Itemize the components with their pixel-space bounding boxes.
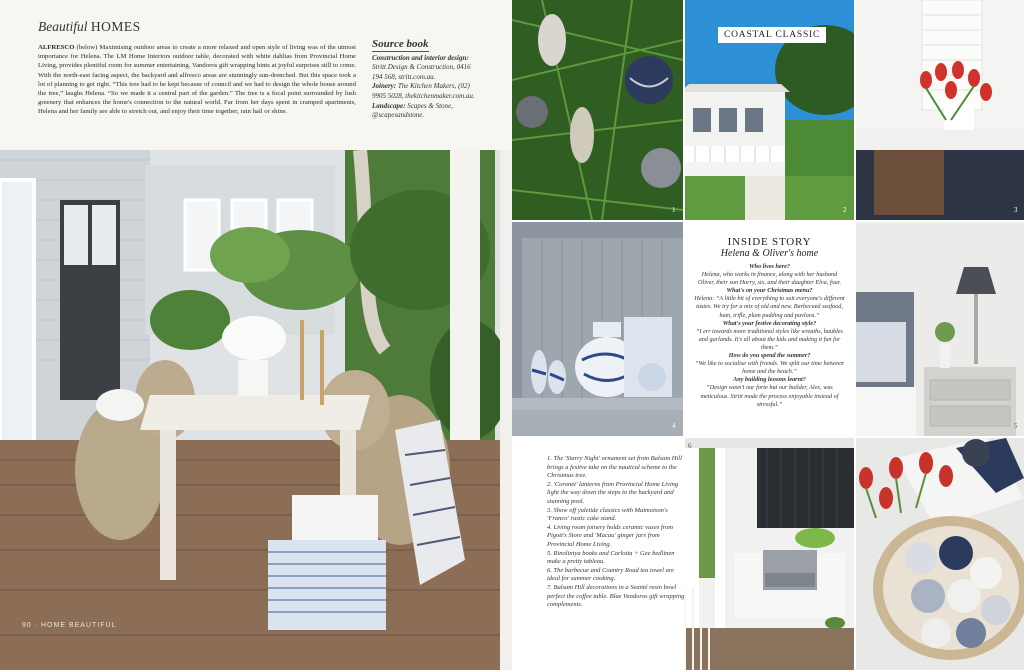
alfresco-intro-copy: [38, 43, 356, 117]
tile-joinery-photo: [512, 222, 683, 436]
caption-item: 7. Balsam Hill decorations in a Seanté resin bowl perfect the coffee table. Blue Vandoros gift wrapping complements.: [547, 583, 685, 609]
inside-story-title: INSIDE STORY: [727, 236, 812, 248]
tile-number: 3: [1014, 206, 1018, 214]
source-item-text: Scapes & Stone, @scapesandstone.: [372, 101, 453, 120]
qa-question: How do you spend the summer?: [728, 352, 811, 360]
tile-baubles-photo: [856, 438, 1024, 670]
page-folio: 90 · HOME BEAUTIFUL: [22, 622, 117, 629]
qa-answer: “I err towards more traditional styles like wreaths, baubles and garlands. It's all about the kids and making it fun for them.”: [696, 327, 843, 351]
qa-answer: “Design wasn't our forte but our builder, Alex, was meticulous. Stritt made the process enjoyable instead of stressful.”: [700, 384, 839, 408]
coastal-classic-label: COASTAL CLASSIC: [718, 27, 826, 43]
source-item-label: Joinery:: [372, 82, 397, 91]
tile-number: 2: [843, 206, 847, 214]
kitchen-tulips-image: [856, 0, 1024, 220]
section-kicker-caps: HOMES: [90, 19, 141, 34]
tile-number: 5: [1014, 422, 1018, 430]
tile-kitchen-photo: [856, 0, 1024, 220]
right-page: [512, 0, 1024, 670]
qa-question: Who lives here?: [749, 263, 790, 270]
intro-lead: ALFRESCO: [38, 44, 75, 51]
source-item: [372, 82, 482, 101]
inside-story-body: [685, 263, 854, 409]
source-item-text: The Kitchen Makers, (02) 9905 5028, thekitchenmaker.com.au.: [372, 82, 475, 100]
qa-answer: “We like to socialise with friends. We split our time between home and the beach.”: [695, 360, 844, 376]
caption-item: 3. Show off yuletide classics with Maimoison's 'Franco' rustic cake stand.: [547, 506, 668, 523]
barbecue-image: [685, 438, 854, 670]
inside-story-panel: [685, 222, 854, 436]
caption-item: 4. Living room joinery holds ceramic vases from Pigott's Store and 'Macau' ginger jars from Provincial Home Living.: [547, 523, 673, 548]
caption-item: 5. Rinolintya books and Carlotta + Gee bedlinen make a pretty tableau.: [547, 549, 675, 566]
tile-bedroom-photo: [856, 222, 1024, 436]
photo-captions: [547, 455, 687, 610]
tile-christmas-tree-photo: [512, 0, 683, 220]
tile-number: 6: [688, 442, 692, 450]
christmas-tree-image: [512, 0, 683, 220]
qa-answer: Helena, who works in finance, along with her husband Oliver, their son Harry, six, and their daughter Elva, four.: [698, 271, 841, 287]
source-book-title: Source book: [372, 38, 429, 50]
section-kicker: [38, 19, 141, 35]
tile-number: 4: [672, 422, 676, 430]
qa-question: What's on your Christmas menu?: [726, 287, 813, 295]
caption-item: 6. The barbecue and Country Road tea towel are ideal for summer cooking.: [547, 566, 675, 583]
tile-number: 1: [672, 206, 676, 214]
intro-body: (below) Maximising outdoor areas to create a more relaxed and open style of living was of the utmost importance for Helena. The LM Home Interiors outdoor table, decorated with white dahlias from Provincial Home Living, provides plentiful room for summer entertaining. Vandoros gift wrapping hints at joyful surprises still to come. With the north-east facing aspect, the backyard and alfresco areas are stunningly sun-drenched. But this space took a lot of planning to get right. “This tree had to be kept because of council and we had to design the whole house around the tree,” laughs Helena. “So we made it a central part of the garden.” The tree is a focal point surrounded by lush greenery that enhances the home's connection to the natural world. Far from her days spent in cramped apartments, Helena and her family are able to stretch out, and enjoy their time together, rain hail or shine.: [38, 44, 357, 116]
qa-question: Any building lessons learnt?: [733, 376, 806, 384]
caption-item: 2. 'Coronet' lanterns from Provincial Home Living light the way down the steps to the backyard and stunning pool.: [547, 480, 679, 505]
tile-coastal-house-photo: [685, 0, 854, 220]
source-item-label: Construction and interior design:: [372, 53, 469, 62]
qa-question: What's your festive decorating style?: [722, 319, 817, 327]
tile-barbecue-photo: [685, 438, 854, 670]
source-item-label: Landscape:: [372, 101, 406, 110]
source-item-text: Stritt Design & Construction, 0416 194 568, stritt.com.au.: [372, 63, 471, 81]
section-kicker-script: Beautiful: [38, 19, 88, 34]
source-book-box: [372, 40, 482, 121]
bedroom-image: [856, 222, 1024, 436]
inside-story-subtitle: Helena & Oliver's home: [720, 248, 819, 259]
caption-item: 1. The 'Starry Night' ornament set from Balsam Hill brings a festive take on the nautical scheme to the Christmas tree.: [547, 455, 682, 480]
source-item: [372, 102, 482, 121]
qa-answer: Helena: “A little bit of everything to suit everyone's different tastes. We try for a mix of old and new. Barbecued seafood, ham, trifle, plum pudding and pavlova.”: [694, 295, 845, 319]
joinery-vases-image: [512, 222, 683, 436]
source-item: [372, 54, 482, 83]
baubles-bowl-image: [856, 438, 1024, 670]
